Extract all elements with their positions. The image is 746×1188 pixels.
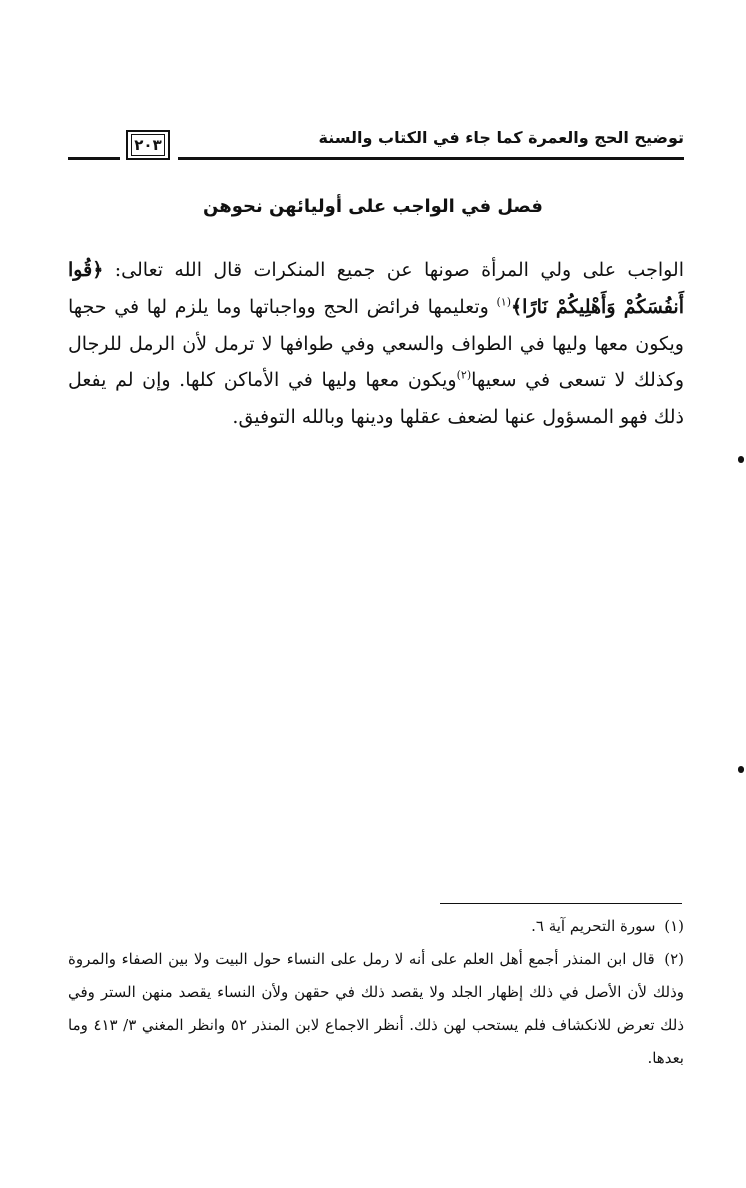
footnote-2 [68,943,684,1075]
paragraph-middle: وتعليمها فرائض الحج وواجباتها وما يلزم لها في حجها ويكون معها وليها في الطواف والسعي وفي طوافها لا ترمل لأن الرمل للرجال وكذلك لا تسعى في سعيها [68,295,685,392]
footnotes [68,910,684,1075]
footnote-ref-1: (١) [496,295,511,309]
footnote-number: (١) [664,917,684,935]
header-rule-left [68,157,120,160]
running-header [68,124,684,164]
scan-mark [738,456,744,463]
paragraph-intro: الواجب على ولي المرأة صونها عن جميع المنكرات قال الله تعالى: [114,259,684,281]
book-title: توضيح الحج والعمرة كما جاء في الكتاب والسنة [318,128,684,147]
footnote-1 [68,910,684,943]
quran-open-bracket: ﴿ [92,259,104,281]
page-number: ٢٠٣ [131,134,165,156]
footnote-text: سورة التحريم آية ٦. [531,917,656,935]
scan-mark [738,766,744,773]
section-heading: فصل في الواجب على أوليائهن نحوهن [203,196,543,217]
page-number-frame [126,130,170,160]
header-rule [178,157,684,160]
footnote-ref-2: (٢) [456,369,472,383]
quran-close-bracket: ﴾ [510,295,523,318]
footnote-text: قال ابن المنذر أجمع أهل العلم على أنه لا رمل على النساء حول البيت ولا بين الصفاء والمروة وذلك لأن الأصل في ذلك إظهار الجلد ولا يقصد ذلك في حقهن ولأن النساء يقصد منهن الستر وفي ذلك تعرض للانكشاف فلم يستحب لهن ذلك. أنظر الاجماع لابن المنذر ٥٢ وانظر المغني ٣/ ٤١٣ وما بعدها. [68,950,685,1067]
paragraph-end: ويكون معها وليها في الأماكن كلها. وإن لم يفعل ذلك فهو المسؤول عنها لضعف عقلها ودينها وبالله التوفيق. [68,369,684,429]
footnote-separator [440,903,682,904]
main-paragraph [68,252,684,436]
footnote-number: (٢) [664,950,684,968]
quran-verse: قُوا أَنفُسَكُمْ وَأَهْلِيكُمْ نَارًا [68,259,684,318]
